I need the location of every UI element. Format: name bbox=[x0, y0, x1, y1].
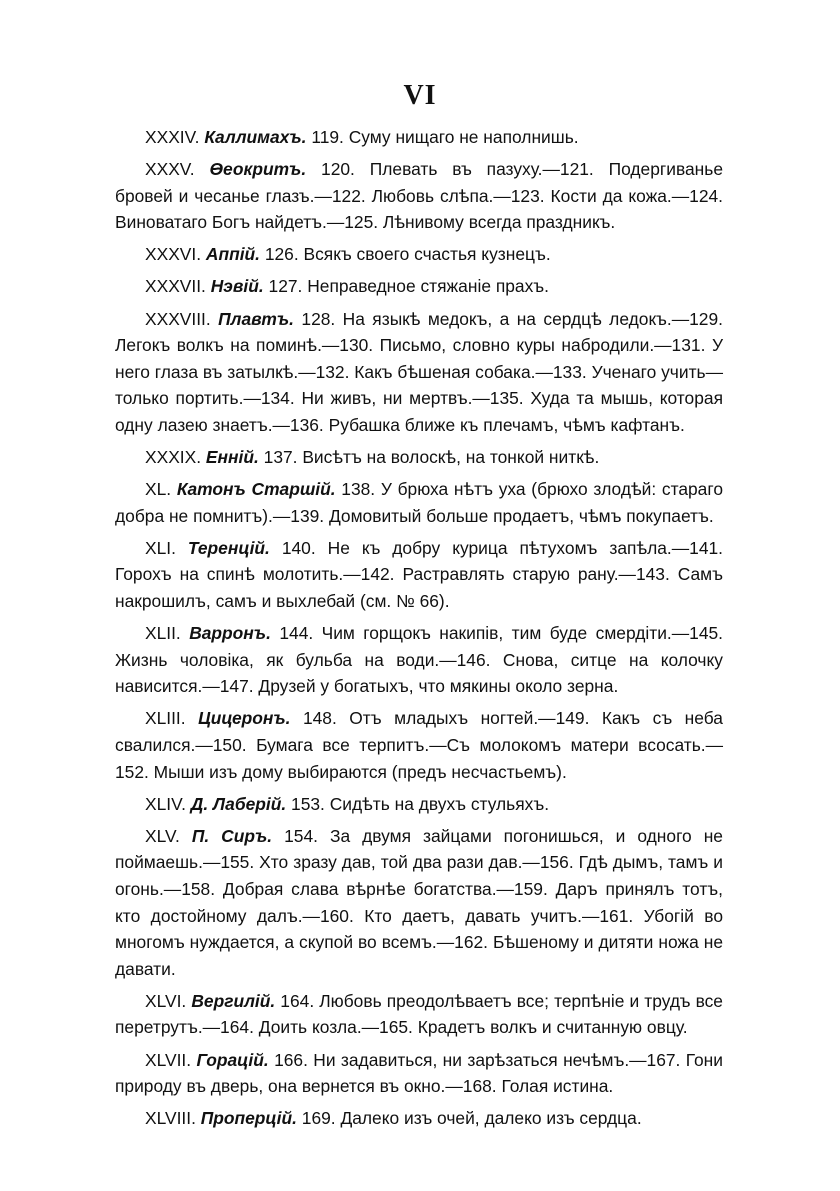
entry-author: П. Сиръ. bbox=[191, 825, 273, 846]
entry-xliii bbox=[115, 705, 723, 785]
entry-xxxv bbox=[115, 156, 723, 236]
entry-numeral: XLI. bbox=[145, 537, 176, 558]
entry-text: 169. Далеко изъ очей, далеко изъ сердца. bbox=[296, 1108, 642, 1129]
entry-numeral: XXXVI. bbox=[145, 244, 202, 265]
entry-numeral: XLV. bbox=[145, 825, 180, 846]
entry-text: 166. Ни задавиться, ни зарѣзаться нечѣмъ.—167. Гони природу въ дверь, она вернется въ окно.—168. Голая истина. bbox=[115, 1049, 723, 1097]
entry-xlvii bbox=[115, 1047, 723, 1100]
entry-xliv bbox=[115, 791, 723, 818]
entry-text: 127. Неправедное стяжаніе прахъ. bbox=[263, 276, 549, 297]
entry-author: Ѳеокритъ. bbox=[209, 159, 307, 180]
entry-author: Цицеронъ. bbox=[198, 708, 291, 729]
entry-text: 120. Плевать въ пазуху.—121. Подергиванье бровей и чесанье глазъ.—122. Любовь слѣпа.—123. Кости да кожа.—124. Виноватаго Богъ найдетъ.—125. Лѣнивому всегда праздникъ. bbox=[115, 159, 723, 233]
entry-author: Варронъ. bbox=[189, 623, 271, 644]
entry-text: 126. Всякъ своего счастья кузнецъ. bbox=[260, 244, 551, 265]
entry-xxxvi bbox=[115, 241, 723, 268]
entry-author: Горацій. bbox=[196, 1049, 269, 1070]
entry-xlv bbox=[115, 823, 723, 983]
entry-xlvi bbox=[115, 988, 723, 1041]
entry-xxxix bbox=[115, 444, 723, 471]
entry-text: 144. Чим горщокъ накипів, тим буде смердіти.—145. Жизнь чоловіка, як бульба на води.—146. Снова, ситце на колочку нависится.—147. Друзей у богатыхъ, что мякины около зерна. bbox=[115, 623, 723, 697]
entry-xli bbox=[115, 535, 723, 615]
entry-text: 128. На языкѣ медокъ, а на сердцѣ ледокъ.—129. Легокъ волкъ на поминѣ.—130. Письмо, словно куры набродили.—131. У него глаза въ затылкѣ.—132. Какъ бѣшеная собака.—133. Ученаго учить—только портить.—134. Ни живъ, ни мертвъ.—135. Худа та мышь, которая одну лазею знаетъ.—136. Рубашка ближе къ плечамъ, чѣмъ кафтанъ. bbox=[115, 308, 723, 435]
entry-text: 119. Суму нищаго не наполнишь. bbox=[306, 127, 579, 147]
entry-text: 138. У брюха нѣтъ уха (брюхо злодѣй: стараго добра не помнитъ).—139. Домовитый больше продаетъ, чѣмъ покупаетъ. bbox=[115, 479, 723, 526]
entry-numeral: XXXV. bbox=[145, 159, 195, 180]
entry-xxxvii bbox=[115, 273, 723, 300]
entry-xxxviii bbox=[115, 306, 723, 439]
entry-numeral: XXXVII. bbox=[145, 276, 206, 297]
entry-author: Вергилій. bbox=[191, 990, 276, 1011]
entry-numeral: XLIV. bbox=[145, 793, 186, 814]
entry-author: Енній. bbox=[205, 447, 259, 468]
page-body bbox=[115, 124, 723, 1137]
entry-numeral: XXXIX. bbox=[145, 447, 202, 468]
entry-numeral: XLVI. bbox=[145, 990, 187, 1011]
entry-text: 164. Любовь преодолѣваетъ все; терпѣніе и трудъ все перетрутъ.—164. Доить козла.—165. Крадетъ волкъ и считанную овцу. bbox=[115, 990, 723, 1038]
entry-numeral: XLIII. bbox=[145, 708, 186, 729]
entry-numeral: XLII. bbox=[145, 623, 181, 644]
entry-author: Плавтъ. bbox=[218, 308, 295, 329]
entry-numeral: XXXIV. bbox=[145, 127, 200, 147]
entry-xxxiv bbox=[115, 124, 723, 151]
entry-numeral: XL. bbox=[145, 479, 172, 500]
entry-author: Теренцій. bbox=[187, 537, 270, 558]
entry-author: Каллимахъ. bbox=[204, 127, 307, 147]
entry-author: Нэвій. bbox=[210, 276, 264, 297]
entry-text: 137. Висѣтъ на волоскѣ, на тонкой ниткѣ. bbox=[258, 447, 600, 468]
entry-xl bbox=[115, 476, 723, 529]
entry-author: Д. Лаберій. bbox=[190, 793, 287, 814]
entry-author: Катонъ Старшій. bbox=[176, 479, 336, 500]
entry-text: 154. За двумя зайцами погонишься, и одного не поймаешь.—155. Хто зразу дав, той два рази дав.—156. Гдѣ дымъ, тамъ и огонь.—158. Добрая слава вѣрнѣе богатства.—159. Даръ принялъ тотъ, кто достойному далъ.—160. Кто даетъ, давать учитъ.—161. Убогій во многомъ нуждается, а скупой во всемъ.—162. Бѣшеному и дитяти ножа не давати. bbox=[115, 825, 723, 979]
entry-text: 148. Отъ младыхъ ногтей.—149. Какъ съ неба свалился.—150. Бумага все терпитъ.—Съ молокомъ матери всосать.—152. Мыши изъ дому выбираются (предъ несчастьемъ). bbox=[115, 708, 723, 782]
entry-numeral: XXXVIII. bbox=[145, 308, 211, 329]
entry-author: Проперцій. bbox=[200, 1108, 297, 1129]
entry-xlii bbox=[115, 620, 723, 700]
entry-author: Аппій. bbox=[205, 244, 260, 265]
page-number: VI bbox=[403, 80, 437, 111]
entry-xlviii bbox=[115, 1105, 723, 1132]
entry-text: 153. Сидѣть на двухъ стульяхъ. bbox=[286, 793, 550, 814]
entry-text: 140. Не къ добру курица пѣтухомъ запѣла.—141. Горохъ на спинѣ молотить.—142. Растравлять старую рану.—143. Самъ накрошилъ, самъ и выхлебай (см. № 66). bbox=[115, 537, 723, 611]
entry-numeral: XLVII. bbox=[145, 1049, 192, 1070]
entry-numeral: XLVIII. bbox=[145, 1108, 196, 1129]
